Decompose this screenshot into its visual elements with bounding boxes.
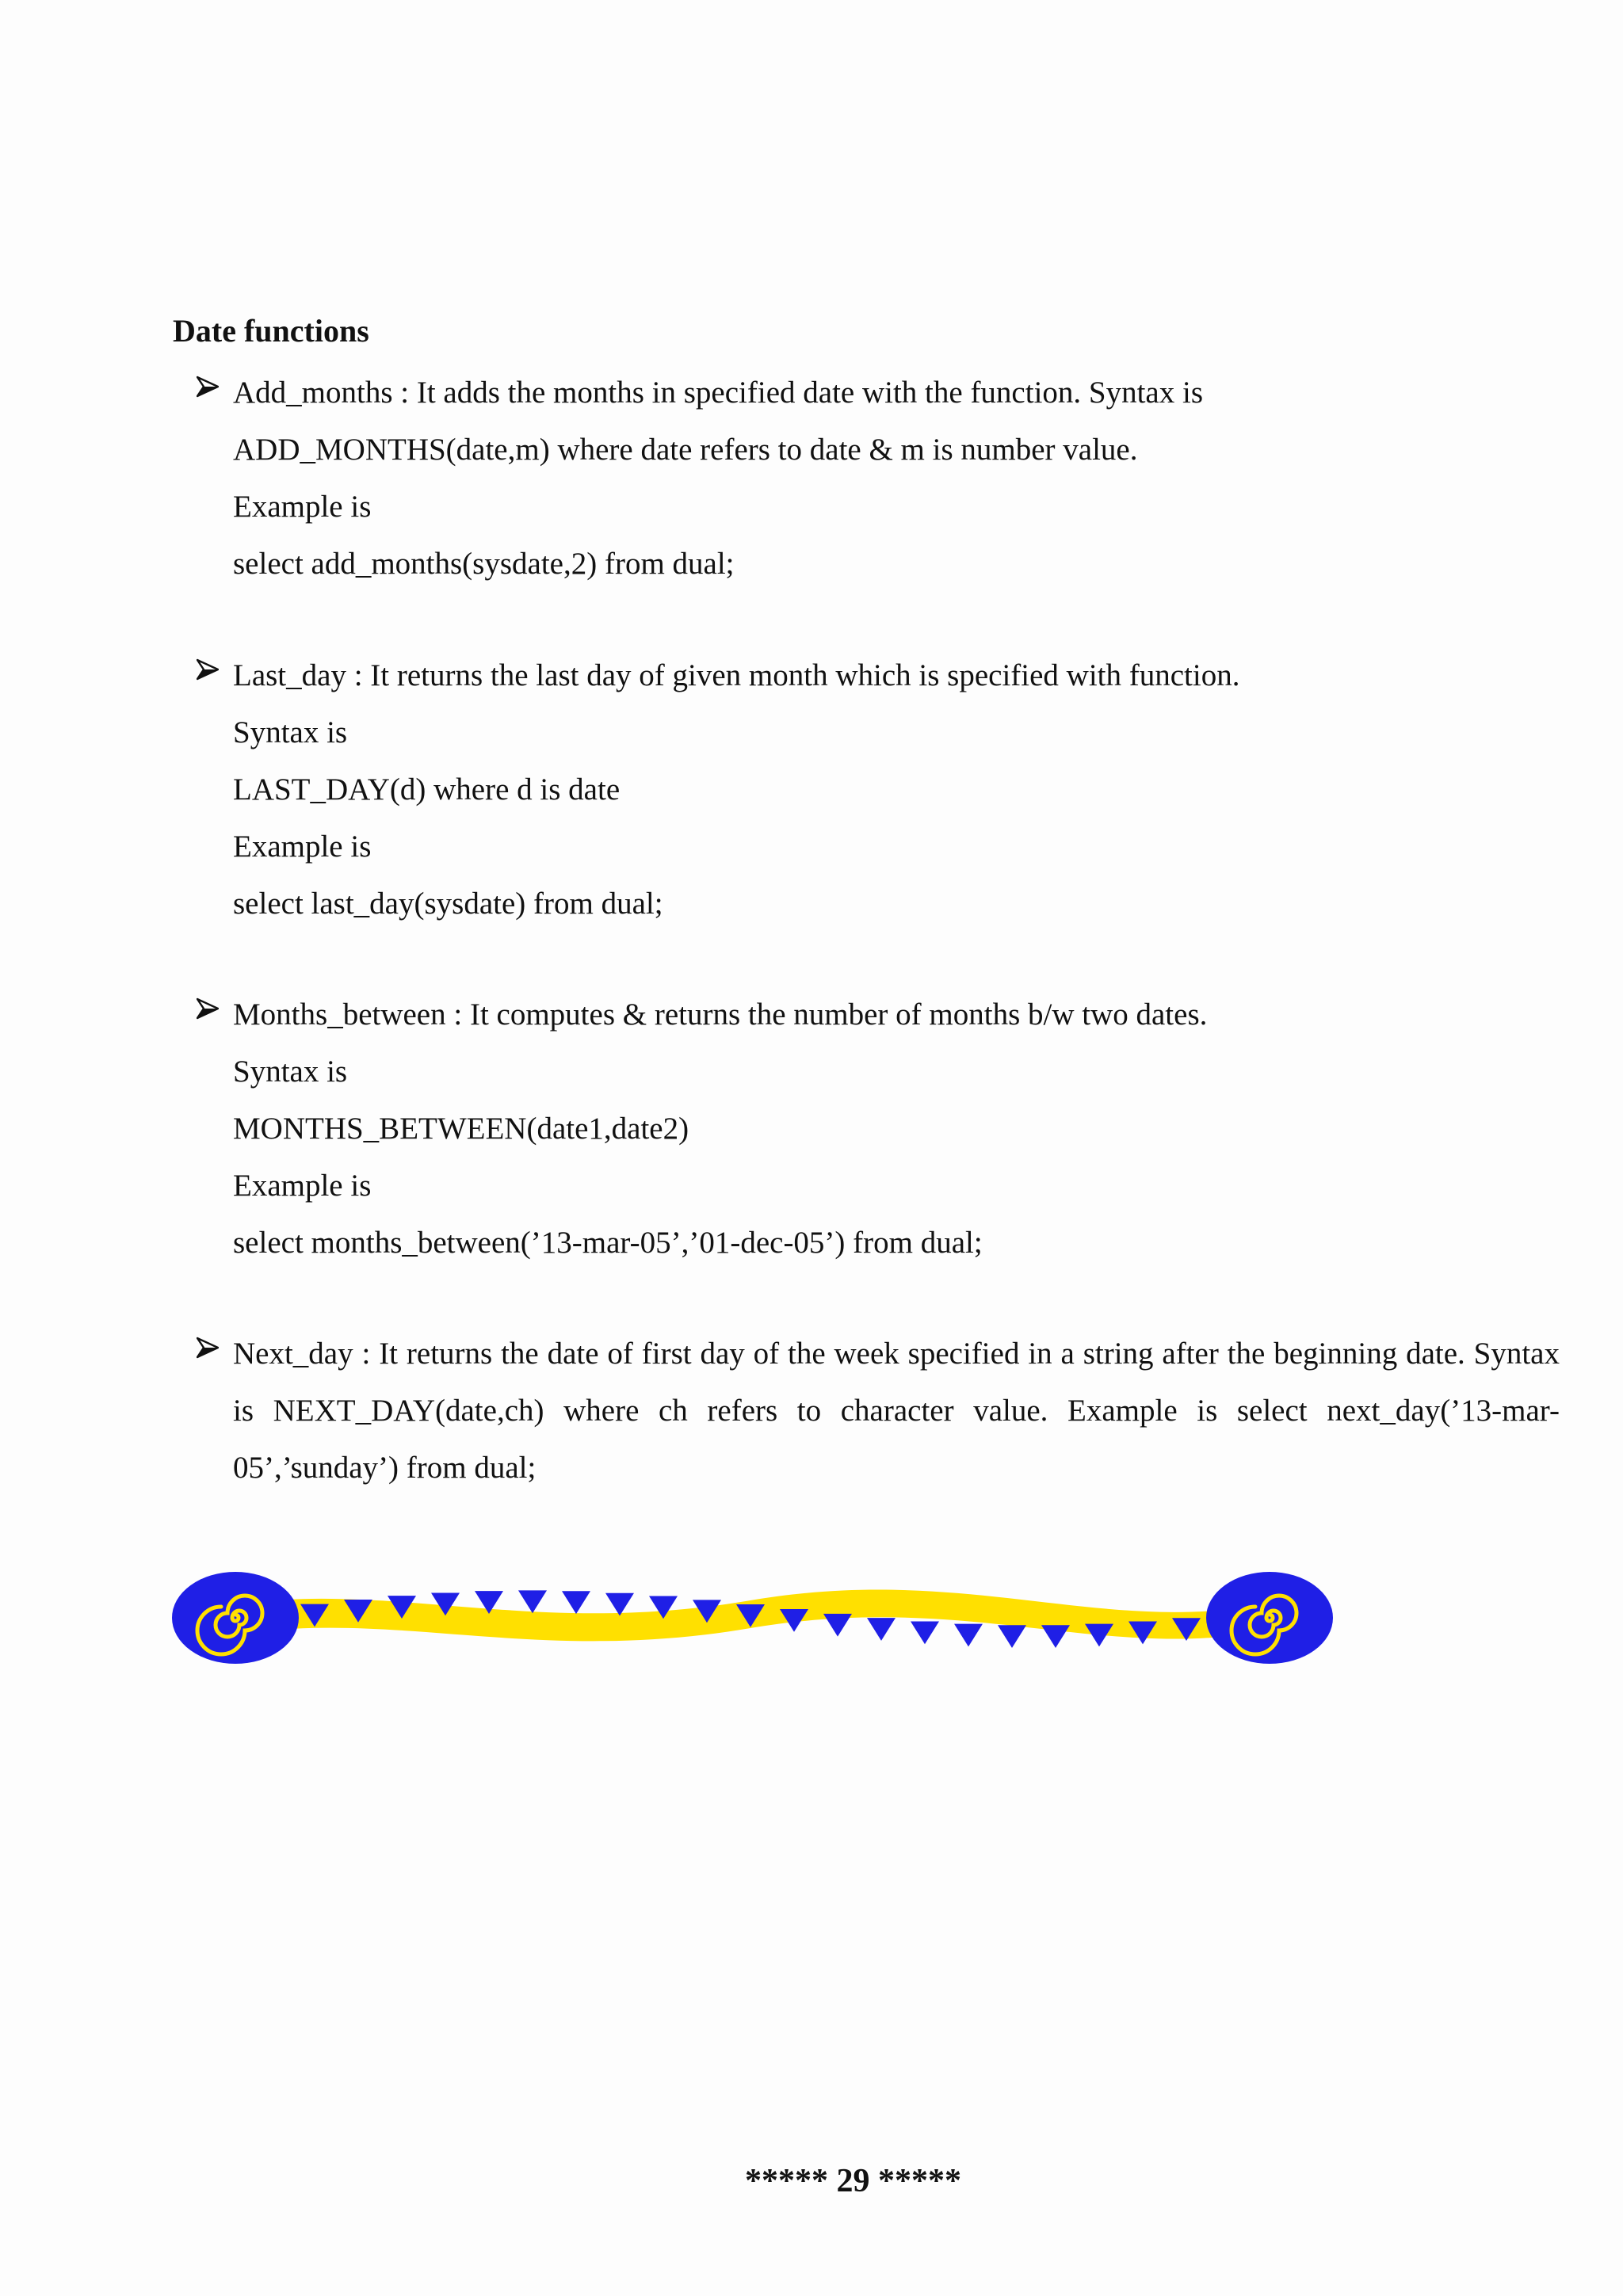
item-line: Example is (233, 1169, 372, 1203)
item-paragraph: Next_day : It returns the date of first day of the week specified in a string after the beginning date. Syntax is NEXT_DAY(date,ch) where ch refers to character value. Example is select next_day(’13-mar-05’,’sunday’) from dual; (233, 1337, 1560, 1485)
item-line: Add_months : It adds the months in specified date with the function. Syntax is (233, 376, 1204, 410)
wavy-spiral-divider (168, 1557, 1333, 1676)
spiral-right-icon (1206, 1572, 1333, 1664)
function-item-add-months (197, 364, 1560, 593)
wave-triangle (605, 1593, 634, 1616)
item-line: select add_months(sysdate,2) from dual; (233, 547, 735, 581)
spiral-left-icon (172, 1572, 299, 1664)
item-line: Example is (233, 490, 372, 524)
item-line: LAST_DAY(d) where d is date (233, 772, 621, 807)
item-line: Last_day : It returns the last day of given month which is specified with function. (233, 658, 1240, 692)
wave-triangle (823, 1614, 852, 1637)
item-line: Syntax is (233, 715, 348, 749)
item-line: Months_between : It computes & returns the number of months b/w two dates. (233, 997, 1208, 1032)
wave-triangle (518, 1590, 547, 1613)
function-item-months-between (197, 986, 1560, 1272)
arrowhead-bullet-icon (197, 658, 219, 681)
item-line: Syntax is (233, 1055, 348, 1089)
wave-triangle (1041, 1625, 1070, 1648)
item-line: MONTHS_BETWEEN(date1,date2) (233, 1112, 689, 1146)
item-line: select months_between(’13-mar-05’,’01-dec-05’) from dual; (233, 1226, 983, 1260)
arrowhead-bullet-icon (197, 997, 219, 1020)
item-line: ADD_MONTHS(date,m) where date refers to date & m is number value. (233, 433, 1138, 467)
wave-triangle (954, 1624, 983, 1647)
wave-triangle (867, 1618, 896, 1641)
function-item-next-day (197, 1325, 1560, 1497)
item-line: select last_day(sysdate) from dual; (233, 887, 663, 921)
arrowhead-bullet-icon (197, 376, 219, 398)
wave-triangle (911, 1621, 939, 1644)
item-line: Example is (233, 830, 372, 864)
page-number-footer: ***** 29 ***** (745, 2163, 961, 2199)
arrowhead-bullet-icon (197, 1337, 219, 1359)
function-item-last-day (197, 647, 1560, 933)
wave-triangle (562, 1591, 590, 1614)
wave-triangle (998, 1625, 1026, 1648)
section-heading: Date functions (173, 313, 369, 349)
